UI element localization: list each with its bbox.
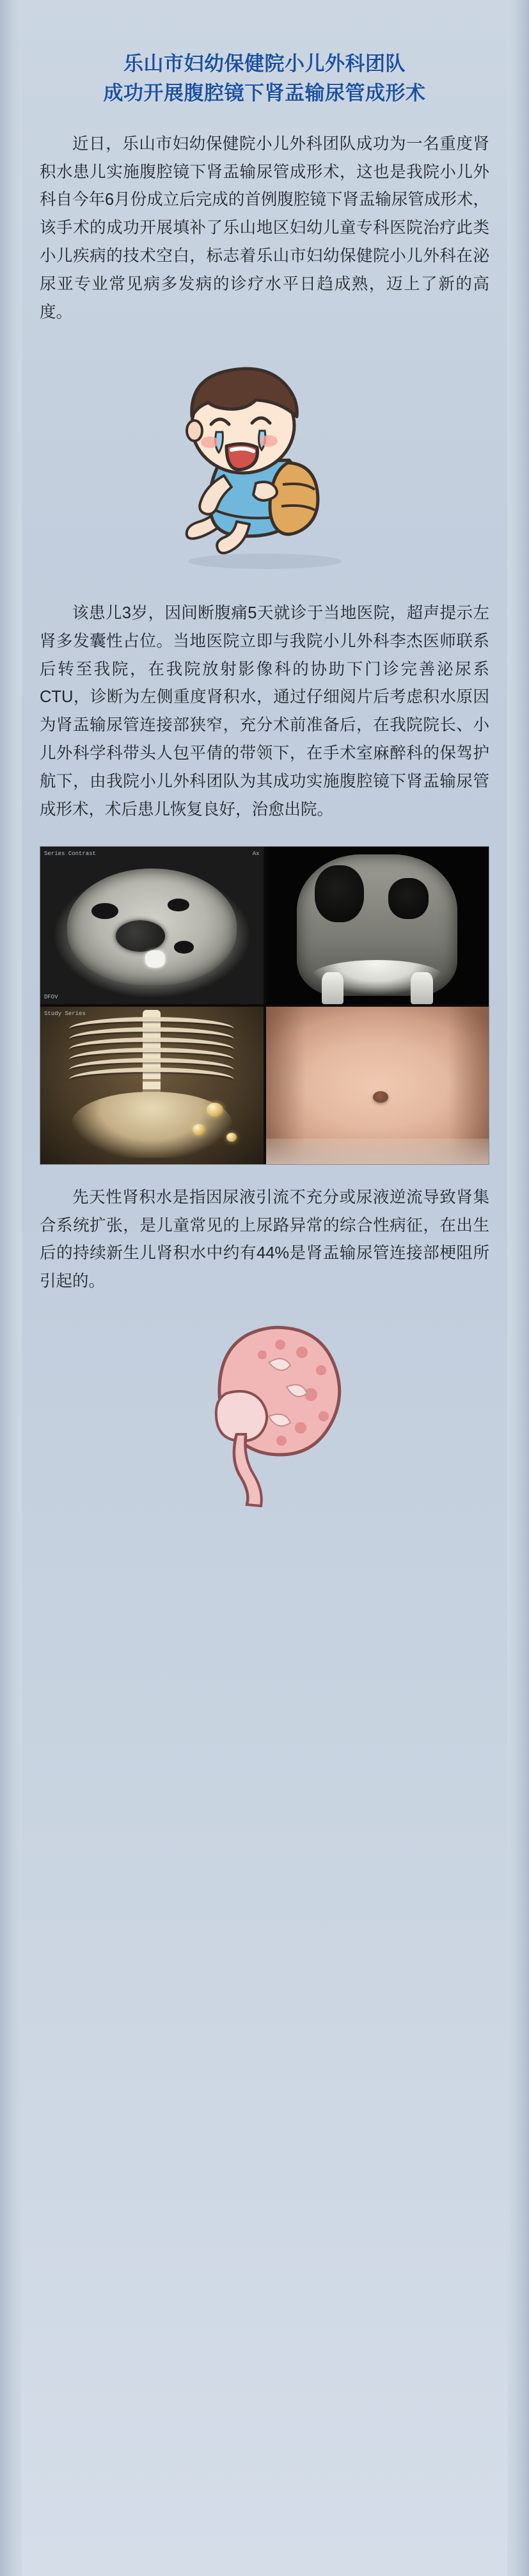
crying-child-illustration xyxy=(40,344,489,580)
kidney-illustration xyxy=(40,1315,489,1507)
ct-axial-abdomen xyxy=(40,847,264,1004)
kidney-icon xyxy=(150,1315,380,1507)
patient-abdomen-photo xyxy=(266,1007,489,1164)
page-right-border xyxy=(507,0,529,2576)
ct-axial-overlay-top-right: Ax xyxy=(252,850,260,857)
article-content xyxy=(22,13,507,1526)
page-title-line-1: 乐山市妇幼保健院小儿外科团队 xyxy=(123,52,406,75)
page-title-line-2: 成功开展腹腔镜下肾盂输尿管成形术 xyxy=(103,82,426,105)
ct-axial-overlay-bottom-left: DFOV xyxy=(44,993,58,1000)
page-left-border xyxy=(0,0,22,2576)
crying-child-icon xyxy=(130,350,399,574)
ct-coronal-urography xyxy=(266,847,489,1004)
paragraph-3: 先天性肾积水是指因尿液引流不充分或尿液逆流导致肾集合系统扩张，是儿童常见的上尿路异常的综合性病征，在出生后的持续新生儿肾积水中约有44%是肾盂输尿管连接部梗阻所引起的。 xyxy=(40,1188,489,1291)
ct-axial-overlay-top-left: Series Contrast xyxy=(44,850,97,857)
ct-3d-bone-reconstruction xyxy=(40,1007,264,1164)
paragraph-2: 该患儿3岁，因间断腹痛5天就诊于当地医院，超声提示左肾多发囊性占位。当地医院立即与我院小儿外科李杰医师联系后转至我院，在我院放射影像科的协助下门诊完善泌尿系CTU，诊断为左侧重度肾积水，通过仔细阅片后考虑积水原因为肾盂输尿管连接部狭窄，充分术前准备后，在我院院长、小儿外科学科带头人包平倩的带领下，在手术室麻醉科的保驾护航下，由我院小儿外科团队为其成功实施腹腔镜下肾盂输尿管成形术，术后患儿恢复良好，治愈出院。 xyxy=(40,604,489,819)
medical-image-grid xyxy=(40,846,489,1165)
page-title xyxy=(40,13,489,109)
paragraph-1: 近日，乐山市妇幼保健院小儿外科团队成功为一名重度肾积水患儿实施腹腔镜下肾盂输尿管成形术，这也是我院小儿外科自今年6月份成立后完成的首例腹腔镜下肾盂输尿管成形术，该手术的成功开展填补了乐山地区妇幼儿童专科医院治疗此类小儿疾病的技术空白，标志着乐山市妇幼保健院小儿外科在泌尿亚专业常见病多发病的诊疗水平日趋成熟，迈上了新的高度。 xyxy=(40,134,489,321)
bone3d-overlay-top-left: Study Series xyxy=(44,1010,86,1017)
